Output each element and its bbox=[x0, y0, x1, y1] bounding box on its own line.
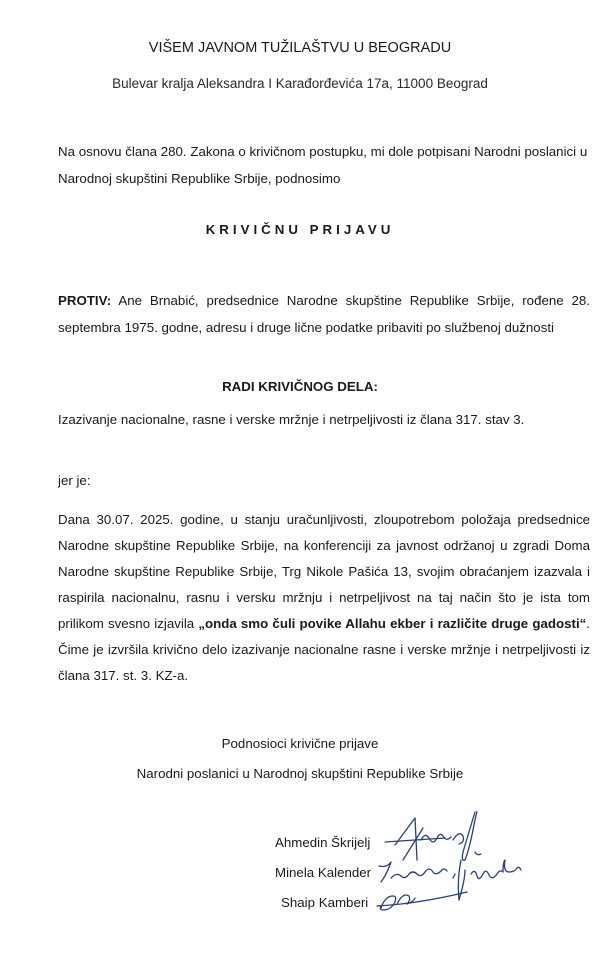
document-title: KRIVIČNU PRIJAVU bbox=[205, 222, 395, 237]
intro-paragraph: Na osnovu člana 280. Zakona o krivičnom postupku, mi dole potpisani Narodni poslanici u Narodnoj skupštini Republike Srbije, podnosimo bbox=[58, 144, 588, 186]
signer-name: Shaip Kamberi bbox=[281, 895, 369, 910]
body-text-part2: . Čime je izvršila krivično delo izazivanje nacionalne rasne i verske mržnje i netrpeljivosti iz člana 317. st. 3. KZ-a. bbox=[58, 616, 590, 683]
signer-name: Ahmedin Škrijelj bbox=[275, 835, 371, 850]
against-label: PROTIV: bbox=[58, 293, 112, 308]
handwritten-signatures bbox=[375, 800, 595, 920]
against-text: Ane Brnabić, predsednice Narodne skupštine Republike Srbije, rođene 28. septembra 1975. godne, adresu i druge lične podatke pribaviti po službenoj dužnosti bbox=[58, 293, 590, 335]
body-quote: „onda smo čuli povike Allahu ekber i različite druge gadosti“ bbox=[198, 616, 587, 631]
signature-kamberi bbox=[377, 892, 467, 910]
because-label: jer je: bbox=[58, 473, 91, 488]
offense-text: Izazivanje nacionalne, rasne i verske mržnje i netrpeljivosti iz člana 317. stav 3. bbox=[58, 412, 525, 427]
body-paragraph bbox=[58, 507, 590, 689]
signer-name: Minela Kalender bbox=[275, 865, 372, 880]
against-paragraph bbox=[58, 287, 590, 341]
offense-heading: RADI KRIVIČNOG DELA: bbox=[222, 379, 378, 394]
signature-skrijelj bbox=[385, 812, 481, 861]
body-text-part1: Dana 30.07. 2025. godine, u stanju uračunljivosti, zloupotrebom položaja predsednice Narodne skupštine Republike Srbije, na konferenciji za javnost održanoj u zgradi Doma Narodne skupštine Republike Srbije, Trg Nikole Pašića 13, svojim obraćanjem izazvala i raspirila nacionalnu, rasnu i versku mržnju i netrpeljivost na taj način što je ista tom prilikom svesno izjavila bbox=[58, 512, 590, 631]
submitters-label: Podnosioci krivične prijave bbox=[221, 736, 379, 751]
submitters-group: Narodni poslanici u Narodnoj skupštini Republike Srbije bbox=[136, 766, 464, 781]
recipient-address: Bulevar kralja Aleksandra I Karađorđevića 17a, 11000 Beograd bbox=[112, 76, 488, 91]
signature-kalender bbox=[379, 860, 521, 900]
recipient-heading: VIŠEM JAVNOM TUŽILAŠTVU U BEOGRADU bbox=[148, 40, 452, 56]
